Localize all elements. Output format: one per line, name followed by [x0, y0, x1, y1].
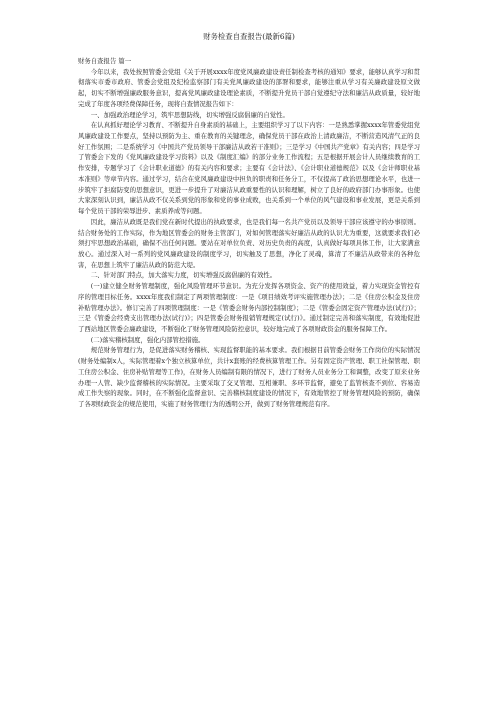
paragraph: 一、加强政治理论学习，筑牢思想防线，切实增强反腐倡廉的自觉性。 [90, 110, 289, 119]
document-page [78, 32, 420, 410]
document-title: 财务检查自查报告(最新6篇) [203, 32, 295, 41]
paragraph: 因此，廉洁从政既是我们党在新时代提出的执政要求，也是我们每一名共产党员以及领导干部应该遵守的办事原则。结合财务处的工作实际，作为地区管委会的财务主管部门，对如何管理落实好廉洁从政的认识尤为重要，这就要求我们必须打牢思想政治基础，确保不出任何问题。要站在对单位负责、对历史负责的高度，认真做好每项具体工作，让大家满意放心。通过深入对一系列的党风廉政建设的制度学习，切实触及了思想，净化了灵魂，算清了不廉洁从政带来的各种危害，在思想上筑牢了廉洁从政的防范大堤。 [78, 217, 420, 269]
section-heading: 财务自查报告 篇一 [78, 57, 132, 65]
paragraph: (一)建立健全财务管理制度，强化风险管理环节意识。为充分发挥各项资金、资产的使用效益，着力实现资金管控有序的管理目标任务。xxxx年度我们制定了两项管理制度：一是《项目绩效考评实施管理办法》；二是《住房公积金及住房补贴管理办法》。修订完善了四项管理制度：一是《管委会财务内部控制制度》；二是《管委会固定资产管理办法(试行)》；三是《管委会经费支出管理办法(试行)》；四是管委会财务报销管理规定(试行)》。通过制定完善和落实制度，有效地促进了西站地区管委会廉政建设，不断强化了财务管理风险防控意识，较好地完成了各项财政资金的服务保障工作。 [78, 282, 420, 333]
paragraph: 二、针对部门特点，加大落实力度，切实增强反腐倡廉的有效性。 [90, 271, 277, 280]
document-body [78, 56, 420, 410]
paragraph: (二)落实稽核制度，强化内部管控措施。 [90, 335, 205, 344]
paragraph: 在认真抓好理论学习教育、不断提升自身素质的基础上，主要组织学习了以下内容：一是熟悉掌握xxxx年管委党组党风廉政建设工作要点，坚持以预防为主、重在教育的关键理念，确保党员干部在政治上清政廉洁，不断营造风清气正的良好工作氛围；二是系统学习《中国共产党员领导干部廉洁从政若干准则》；三是学习《中国共产党章》有关内容；四是学习了管委会下发的《党风廉政建设学习资料》以及《制度汇编》的部分业务工作流程；五是根据开展会计人员继续教育的工作安排，专题学习了《会计职业道德》的有关内容和要求；主要有《会计法》、《会计职业道德规范》以及《会计师职业基本准则》等章节内容。通过学习，结合在党风廉政建设中担负的职责和任务分工，不仅提高了政治思想理论水平，也进一步筑牢了拒腐防变的思想意识，更进一步提升了对廉洁从政重要性的认识和理解，树立了良好的政府部门办事形象。也使大家深刻认识到，廉洁从政不仅关系到党的形象和党的事业成败，也关系到一个单位的风气建设和事业发展，更是关系到每个党员干部的荣辱进步、素质养成等问题。 [78, 121, 420, 216]
paragraph: 规范财务管理行为，是促进落实财务稽核、实现监督职能的基本要求。我们根据目前管委会财务工作岗位的实际情况(财务处编制x人，实际管理着x个独立核算单位，共计x套账的经费核算管理工作。另有固定资产管理、职工社保管理、职工住房公积金、住房补贴管理等工作)，在财务人员编制有限的情况下，进行了财务人员业务分工和调整，改变了原来业务办理一人管、缺少监督稽核的实际情况。主要采取了交叉管理、互相兼职、多环节监督，避免了监管核查不到位、容易造成工作失察的现象。同时，在不断强化监督意识、完善稽核制度建设的情况下，有效地管控了财务管理风险的预防，确保了各项财政资金的规范使用，实施了财务管理行为的透明公开，做到了财务管理规范有序。 [78, 346, 420, 408]
paragraph: 今年以来，我处按照管委会党组《关于开展xxxx年度党风廉政建设责任制检查考核的通知》要求，能够认真学习和贯彻落实市委市政府、管委会党组及纪检监察部门有关党风廉政建设的部署和要求，能够注重从学习有关廉政建设原文做起，切实不断增强廉政服务意识，提高党风廉政建设理论素质，不断提升党员干部自觉遵纪守法和廉洁从政质量，较好地完成了年度各项经费保障任务，现将自查情况报告如下： [78, 67, 420, 108]
